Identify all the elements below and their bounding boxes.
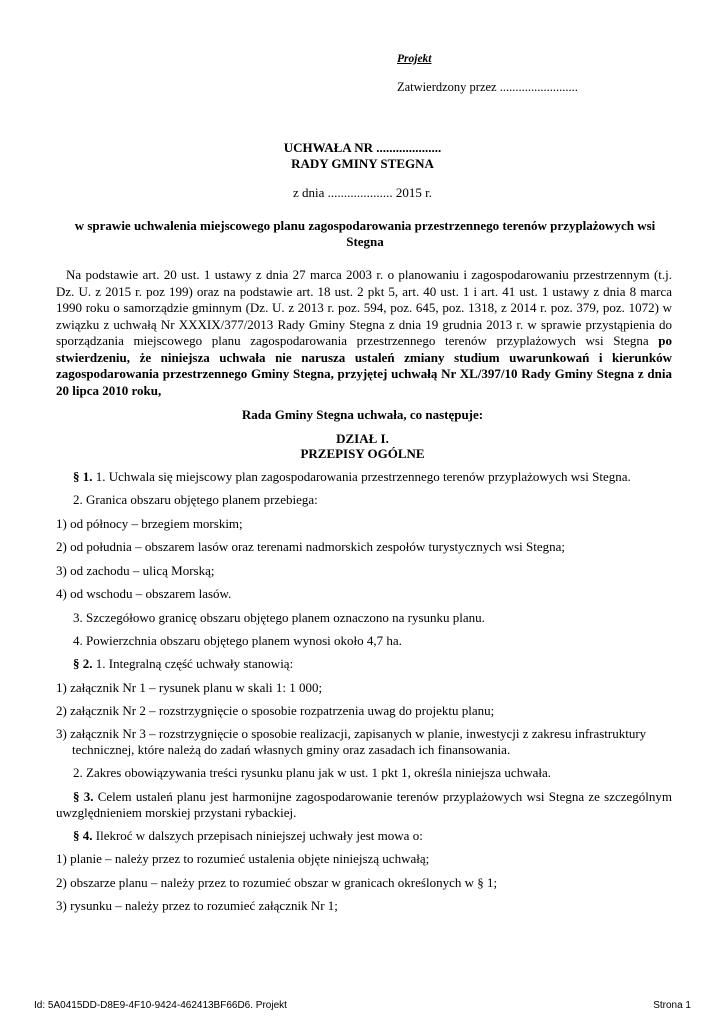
preamble-bold: po stwierdzeniu, że niniejsza uchwała nie narusza ustaleń zmiany studium uwarunkowań i kierunków zagospodarowania przestrzennego Gminy Stegna, przyjętej uchwałą Nr XL/397/10 Rady Gminy Stegna z dnia 20 lipca 2010 roku, bbox=[56, 333, 672, 398]
attachment-3-line-2: technicznej, które należą do zadań własnych gminy oraz zasadach ich finansowania. bbox=[72, 742, 511, 757]
attachment-2: 2) załącznik Nr 2 – rozstrzygnięcie o sposobie rozpatrzenia uwag do projektu planu; bbox=[56, 703, 495, 718]
boundary-west: 3) od zachodu – ulicą Morską; bbox=[56, 563, 215, 578]
preamble-normal: Na podstawie art. 20 ust. 1 ustawy z dnia 27 marca 2003 r. o planowaniu i zagospodarowaniu przestrzennym (t.j. Dz. U. z 2015 r. poz 199) oraz na podstawie art. 18 ust. 2 pkt 5, art. 40 ust. 1 i art. 41 ust. 1 ustawy z dnia 8 marca 1990 roku o samorządzie gminnym (Dz. U. z 2013 r. poz. 594, poz. 645, poz. 1318, z 2014 r. poz. 379, poz. 1072) w związku z uchwałą Nr XXXIX/377/2013 Rady Gminy Stegna z dnia 19 grudnia 2013 r. w sprawie przystąpienia do sporządzania miejscowego planu zagospodarowania przestrzennego terenów przyplażowych wsi Stegna bbox=[56, 267, 672, 348]
section-title: PRZEPISY OGÓLNE bbox=[300, 446, 425, 461]
boundary-east: 4) od wschodu – obszarem lasów. bbox=[56, 586, 232, 601]
paragraph-text: Ilekroć w dalszych przepisach niniejszej uchwały jest mowa o: bbox=[92, 828, 423, 843]
definition-1: 1) planie – należy przez to rozumieć ustalenia objęte niniejszą uchwałą; bbox=[56, 851, 430, 866]
attachment-3-line-1: 3) załącznik Nr 3 – rozstrzygnięcie o sposobie realizacji, zapisanych w planie, inwestycji z zakresu infrastruktury bbox=[56, 726, 647, 741]
resolution-date: z dnia .................... 2015 r. bbox=[292, 185, 432, 200]
paragraph-1-item-4: 4. Powierzchnia obszaru objętego planem wynosi około 4,7 ha. bbox=[73, 633, 402, 648]
approved-by-line: Zatwierdzony przez ......................... bbox=[397, 80, 578, 94]
definition-2: 2) obszarze planu – należy przez to rozumieć obszar w granicach określonych w § 1; bbox=[56, 875, 498, 890]
paragraph-mark: § 1. bbox=[73, 469, 93, 484]
paragraph-mark: § 3. bbox=[73, 789, 94, 804]
footer-page-number: Strona 1 bbox=[653, 1000, 691, 1011]
paragraph-1-item-3: 3. Szczegółowo granicę obszaru objętego planem oznaczono na rysunku planu. bbox=[73, 610, 485, 625]
council-name: RADY GMINY STEGNA bbox=[291, 156, 434, 171]
boundary-north: 1) od północy – brzegiem morskim; bbox=[56, 516, 243, 531]
footer-document-id: Id: 5A0415DD-D8E9-4F10-9424-462413BF66D6. Projekt bbox=[34, 1000, 287, 1011]
preamble bbox=[56, 267, 672, 399]
paragraph-2 bbox=[56, 656, 672, 672]
paragraph-4 bbox=[56, 828, 672, 844]
attachment-1: 1) załącznik Nr 1 – rysunek planu w skali 1: 1 000; bbox=[56, 680, 323, 695]
paragraph-text: Celem ustaleń planu jest harmonijne zagospodarowanie terenów przyplażowych wsi Stegna ze szczególnym uwzględnieniem morskiej przystani rybackiej. bbox=[56, 789, 672, 820]
paragraph-text: 1. Integralną część uchwały stanowią: bbox=[92, 656, 294, 671]
resolves-line: Rada Gminy Stegna uchwała, co następuje: bbox=[241, 407, 484, 422]
paragraph-mark: § 4. bbox=[73, 828, 93, 843]
paragraph-mark: § 2. bbox=[73, 656, 93, 671]
definition-3: 3) rysunku – należy przez to rozumieć załącznik Nr 1; bbox=[56, 898, 338, 913]
paragraph-text: 1. Uchwala się miejscowy plan zagospodarowania przestrzennego terenów przyplażowych wsi Stegna. bbox=[92, 469, 631, 484]
boundary-south: 2) od południa – obszarem lasów oraz terenami nadmorskich zespołów turystycznych wsi Stegna; bbox=[56, 539, 566, 554]
resolution-number: UCHWAŁA NR .................... bbox=[283, 140, 442, 155]
paragraph-1 bbox=[56, 469, 672, 485]
resolution-subject: w sprawie uchwalenia miejscowego planu zagospodarowania przestrzennego terenów przyplażowych wsi Stegna bbox=[74, 218, 656, 249]
section-number: DZIAŁ I. bbox=[336, 431, 389, 446]
projekt-label: Projekt bbox=[397, 53, 432, 65]
paragraph-2-item-2: 2. Zakres obowiązywania treści rysunku planu jak w ust. 1 pkt 1, określa niniejsza uchwała. bbox=[73, 765, 551, 780]
paragraph-3 bbox=[56, 789, 672, 821]
paragraph-1-item-2: 2. Granica obszaru objętego planem przebiega: bbox=[73, 492, 318, 507]
